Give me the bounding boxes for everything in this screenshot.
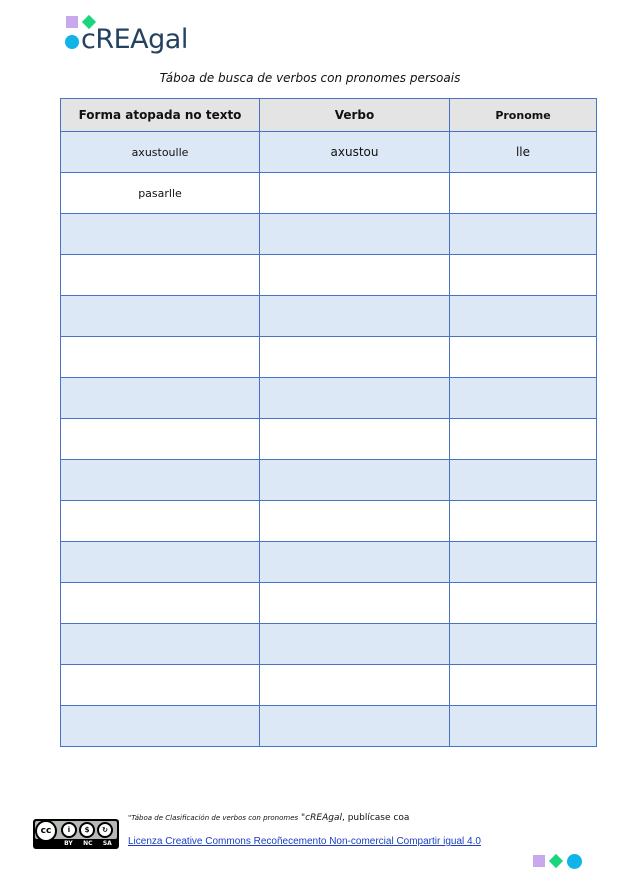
cell-found-form[interactable] bbox=[61, 542, 260, 583]
cc-label-sa: SA bbox=[102, 840, 112, 847]
cell-pronoun[interactable] bbox=[450, 419, 597, 460]
page-title: Táboa de busca de verbos con pronomes persoais bbox=[159, 71, 461, 85]
cell-pronoun[interactable] bbox=[450, 583, 597, 624]
table-row bbox=[61, 665, 597, 706]
header-found-form: Forma atopada no texto bbox=[61, 99, 260, 132]
cell-pronoun[interactable] bbox=[450, 214, 597, 255]
table-row bbox=[61, 624, 597, 665]
table-row bbox=[61, 296, 597, 337]
cell-found-form[interactable] bbox=[61, 337, 260, 378]
cell-found-form[interactable] bbox=[61, 706, 260, 747]
cell-found-form[interactable] bbox=[61, 255, 260, 296]
cell-found-form[interactable] bbox=[61, 296, 260, 337]
cell-found-form[interactable] bbox=[61, 501, 260, 542]
cc-badge-labels bbox=[59, 839, 117, 848]
cell-found-form[interactable] bbox=[61, 460, 260, 501]
table-row bbox=[61, 501, 597, 542]
cell-found-form[interactable] bbox=[61, 624, 260, 665]
table-body bbox=[61, 132, 597, 747]
cell-pronoun[interactable] bbox=[450, 173, 597, 214]
cell-pronoun[interactable] bbox=[450, 665, 597, 706]
footer-credit-line bbox=[128, 813, 409, 823]
cc-icon: cc bbox=[35, 820, 57, 842]
table-row bbox=[61, 378, 597, 419]
table-row bbox=[61, 337, 597, 378]
cell-verb[interactable] bbox=[260, 378, 450, 419]
table-row bbox=[61, 255, 597, 296]
logo-text: cREAgal bbox=[81, 24, 188, 55]
cc-label-by: BY bbox=[64, 840, 73, 847]
table-row bbox=[61, 173, 597, 214]
cell-verb[interactable] bbox=[260, 419, 450, 460]
header-verb: Verbo bbox=[260, 99, 450, 132]
cell-verb[interactable] bbox=[260, 624, 450, 665]
header-pronoun: Pronome bbox=[450, 99, 597, 132]
table-row bbox=[61, 706, 597, 747]
cc-label-nc: NC bbox=[83, 840, 93, 847]
cell-found-form[interactable] bbox=[61, 214, 260, 255]
attribution-icon: i bbox=[61, 822, 77, 838]
table-row bbox=[61, 583, 597, 624]
cell-pronoun[interactable] bbox=[450, 624, 597, 665]
cell-verb[interactable] bbox=[260, 255, 450, 296]
cell-verb[interactable] bbox=[260, 173, 450, 214]
cell-pronoun[interactable] bbox=[450, 337, 597, 378]
cell-pronoun[interactable] bbox=[450, 255, 597, 296]
cell-pronoun[interactable] bbox=[450, 460, 597, 501]
cell-pronoun[interactable] bbox=[450, 296, 597, 337]
cell-pronoun[interactable] bbox=[450, 501, 597, 542]
logo-dot-shape bbox=[65, 35, 79, 49]
license-link[interactable]: Licenza Creative Commons Recoñecemento Non-comercial Compartir igual 4.0 bbox=[128, 836, 481, 847]
footer-work-title: "Táboa de Clasificación de verbos con pronomes bbox=[128, 814, 299, 822]
table-row bbox=[61, 214, 597, 255]
creative-commons-badge[interactable] bbox=[33, 819, 119, 849]
cell-found-form[interactable] bbox=[61, 583, 260, 624]
creagal-logo bbox=[64, 13, 214, 59]
footer-brand: "cREAgal bbox=[301, 813, 342, 823]
cell-pronoun[interactable] bbox=[450, 542, 597, 583]
sharealike-icon: ↻ bbox=[97, 822, 113, 838]
cell-found-form[interactable]: axustoulle bbox=[61, 132, 260, 173]
verb-pronoun-table bbox=[60, 98, 597, 747]
cell-verb[interactable] bbox=[260, 460, 450, 501]
cell-verb[interactable] bbox=[260, 214, 450, 255]
table-row bbox=[61, 132, 597, 173]
cell-found-form[interactable] bbox=[61, 665, 260, 706]
table-row bbox=[61, 419, 597, 460]
cell-found-form[interactable]: pasarlle bbox=[61, 173, 260, 214]
cell-pronoun[interactable]: lle bbox=[450, 132, 597, 173]
cell-pronoun[interactable] bbox=[450, 706, 597, 747]
cell-verb[interactable] bbox=[260, 583, 450, 624]
footer-decoration bbox=[532, 853, 584, 871]
deco-dot-shape bbox=[567, 854, 582, 869]
cell-verb[interactable] bbox=[260, 706, 450, 747]
cell-verb[interactable] bbox=[260, 665, 450, 706]
cell-verb[interactable] bbox=[260, 542, 450, 583]
logo-square-shape bbox=[66, 16, 78, 28]
noncommercial-icon: $ bbox=[79, 822, 95, 838]
cell-verb[interactable] bbox=[260, 337, 450, 378]
deco-square-shape bbox=[533, 855, 545, 867]
cell-verb[interactable] bbox=[260, 296, 450, 337]
cell-verb[interactable] bbox=[260, 501, 450, 542]
table-header-row bbox=[61, 99, 597, 132]
footer-published-text: , publícase coa bbox=[341, 813, 410, 823]
deco-diamond-shape bbox=[549, 854, 563, 868]
cell-pronoun[interactable] bbox=[450, 378, 597, 419]
table-row bbox=[61, 542, 597, 583]
cell-found-form[interactable] bbox=[61, 419, 260, 460]
cell-verb[interactable]: axustou bbox=[260, 132, 450, 173]
cell-found-form[interactable] bbox=[61, 378, 260, 419]
table-row bbox=[61, 460, 597, 501]
